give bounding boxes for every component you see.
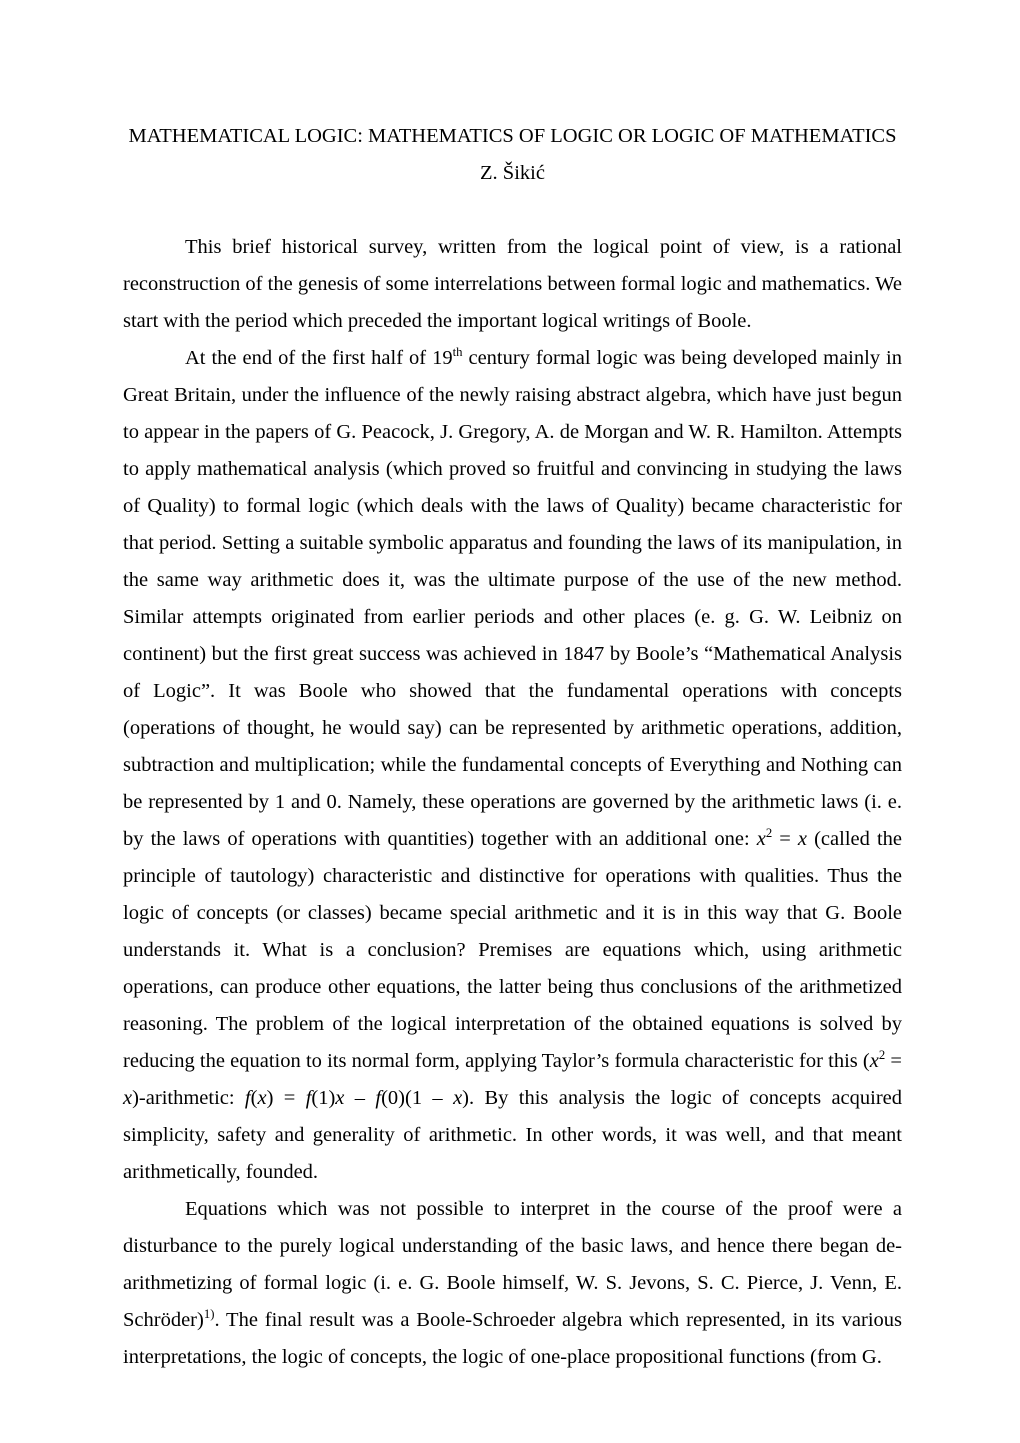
- text-run: ). By this analysis the logic of concepts acquired simplicity, safety and generality of arithmetic. In other words, it was well, and that meant arithmetically, founded.: [123, 1087, 903, 1183]
- text-run: =: [772, 828, 798, 850]
- superscript-run: th: [452, 345, 463, 360]
- italic-run: x: [453, 1087, 463, 1109]
- italic-run: f: [305, 1087, 312, 1109]
- text-run: (1): [311, 1087, 336, 1109]
- text-run: (: [250, 1087, 258, 1109]
- text-run: At the end of the first half of 19: [185, 347, 453, 369]
- superscript-run: 2: [765, 826, 773, 841]
- text-run: (0)(1 –: [381, 1087, 454, 1109]
- italic-run: x: [335, 1087, 345, 1109]
- text-run: This brief historical survey, written from the logical point of view, is a rational reconstruction of the genesis of some interrelations between formal logic and mathematics. We start with the period which preceded the important logical writings of Boole.: [123, 236, 902, 332]
- text-run: =: [885, 1050, 902, 1072]
- text-run: –: [344, 1087, 376, 1109]
- italic-run: x: [257, 1087, 267, 1109]
- paragraph-2: [123, 340, 902, 1191]
- text-run: (called the principle of tautology) characteristic and distinctive for operations with qualities. Thus the logic of concepts (or classes) became special arithmetic and it is in this way that G. Boole understands it. What is a conclusion? Premises are equations which, using arithmetic operations, can produce other equations, the latter being thus conclusions of the arithmetized reasoning. The problem of the logical interpretation of the obtained equations is solved by reducing the equation to its normal form, applying Taylor’s formula characteristic for this (: [123, 828, 902, 1072]
- text-run: ) =: [266, 1087, 306, 1109]
- italic-run: x: [869, 1050, 879, 1072]
- paragraph-3: [123, 1191, 902, 1376]
- italic-run: x: [797, 828, 808, 850]
- text-run: )-arithmetic:: [132, 1087, 245, 1109]
- paper-author: Z. Šikić: [480, 162, 545, 184]
- italic-run: x: [756, 828, 766, 850]
- text-run: Equations which was not possible to interpret in the course of the proof were a disturbance to the purely logical understanding of the basic laws, and hence there began de-arithmetizing of formal logic (i. e. G. Boole himself, W. S. Jevons, S. C. Pierce, J. Venn, E. Schröder): [123, 1198, 902, 1331]
- superscript-run: 1): [203, 1307, 215, 1322]
- italic-run: f: [244, 1087, 251, 1109]
- text-run: . The final result was a Boole-Schroeder algebra which represented, in its various interpretations, the logic of concepts, the logic of one-place propositional functions (from G.: [123, 1309, 902, 1368]
- paper-body: [123, 229, 902, 1376]
- paragraph-1: [123, 229, 902, 340]
- italic-run: x: [123, 1087, 133, 1109]
- paper-title: MATHEMATICAL LOGIC: MATHEMATICS OF LOGIC OR LOGIC OF MATHEMATICS: [128, 125, 897, 147]
- text-run: century formal logic was being developed mainly in Great Britain, under the influence of the newly raising abstract algebra, which have just begun to appear in the papers of G. Peacock, J. Gregory, A. de Morgan and W. R. Hamilton. Attempts to apply mathematical analysis (which proved so fruitful and convincing in studying the laws of Quality) to formal logic (which deals with the laws of Quality) became characteristic for that period. Setting a suitable symbolic apparatus and founding the laws of its manipulation, in the same way arithmetic does it, was the ultimate purpose of the use of the new method. Similar attempts originated from earlier periods and other places (e. g. G. W. Leibniz on continent) but the first great success was achieved in 1847 by Boole’s “Mathematical Analysis of Logic”. It was Boole who showed that the fundamental operations with concepts (operations of thought, he would say) can be represented by arithmetic operations, addition, subtraction and multiplication; while the fundamental concepts of Everything and Nothing can be represented by 1 and 0. Namely, these operations are governed by the arithmetic laws (i. e. by the laws of operations with quantities) together with an additional one:: [123, 347, 902, 850]
- italic-run: f: [375, 1087, 382, 1109]
- page-content: [123, 118, 902, 1376]
- superscript-run: 2: [878, 1048, 886, 1063]
